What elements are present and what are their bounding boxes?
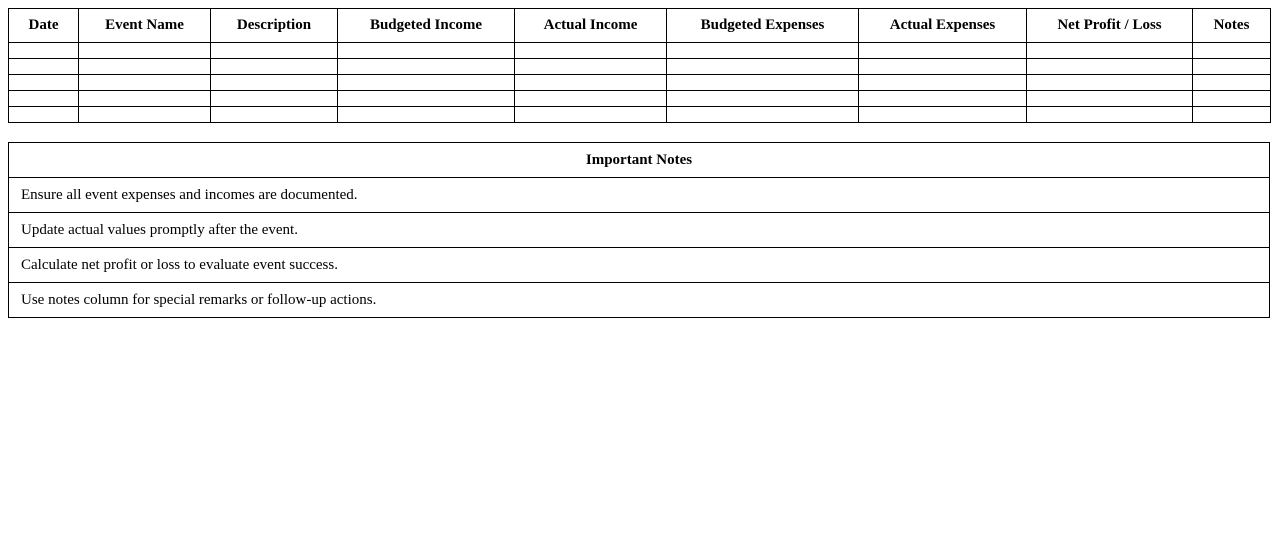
column-header-event-name: Event Name — [79, 9, 211, 43]
table-cell[interactable] — [859, 43, 1027, 59]
table-cell[interactable] — [1027, 43, 1193, 59]
table-row — [9, 107, 1271, 123]
table-cell[interactable] — [515, 107, 667, 123]
table-header-row — [9, 9, 1271, 43]
table-cell[interactable] — [1193, 75, 1271, 91]
table-cell[interactable] — [667, 59, 859, 75]
table-cell[interactable] — [667, 107, 859, 123]
table-cell[interactable] — [79, 59, 211, 75]
table-cell[interactable] — [859, 107, 1027, 123]
table-cell[interactable] — [667, 43, 859, 59]
note-text: Calculate net profit or loss to evaluate event success. — [9, 248, 1270, 283]
table-cell[interactable] — [1193, 43, 1271, 59]
table-cell[interactable] — [9, 43, 79, 59]
table-cell[interactable] — [211, 59, 338, 75]
note-row — [9, 283, 1270, 318]
table-cell[interactable] — [9, 75, 79, 91]
table-cell[interactable] — [859, 59, 1027, 75]
table-cell[interactable] — [211, 91, 338, 107]
table-cell[interactable] — [1027, 75, 1193, 91]
table-cell[interactable] — [515, 75, 667, 91]
table-cell[interactable] — [515, 91, 667, 107]
table-cell[interactable] — [9, 59, 79, 75]
table-cell[interactable] — [79, 91, 211, 107]
column-header-actual-income: Actual Income — [515, 9, 667, 43]
notes-header-row — [9, 143, 1270, 178]
note-row — [9, 248, 1270, 283]
note-row — [9, 178, 1270, 213]
table-cell[interactable] — [338, 91, 515, 107]
column-header-budgeted-income: Budgeted Income — [338, 9, 515, 43]
column-header-description: Description — [211, 9, 338, 43]
column-header-net-profit-loss: Net Profit / Loss — [1027, 9, 1193, 43]
table-cell[interactable] — [79, 43, 211, 59]
table-row — [9, 59, 1271, 75]
note-text: Update actual values promptly after the event. — [9, 213, 1270, 248]
table-cell[interactable] — [1193, 59, 1271, 75]
table-cell[interactable] — [1193, 91, 1271, 107]
table-cell[interactable] — [859, 91, 1027, 107]
notes-title: Important Notes — [9, 143, 1270, 178]
table-cell[interactable] — [211, 107, 338, 123]
table-cell[interactable] — [515, 43, 667, 59]
table-cell[interactable] — [9, 107, 79, 123]
event-budget-table — [8, 8, 1271, 123]
table-cell[interactable] — [9, 91, 79, 107]
table-cell[interactable] — [338, 107, 515, 123]
column-header-notes: Notes — [1193, 9, 1271, 43]
table-cell[interactable] — [515, 59, 667, 75]
table-cell[interactable] — [1027, 59, 1193, 75]
table-cell[interactable] — [211, 75, 338, 91]
column-header-actual-expenses: Actual Expenses — [859, 9, 1027, 43]
table-cell[interactable] — [667, 75, 859, 91]
table-cell[interactable] — [1027, 91, 1193, 107]
column-header-budgeted-expenses: Budgeted Expenses — [667, 9, 859, 43]
note-row — [9, 213, 1270, 248]
table-cell[interactable] — [211, 43, 338, 59]
table-cell[interactable] — [79, 107, 211, 123]
table-cell[interactable] — [1193, 107, 1271, 123]
table-cell[interactable] — [667, 91, 859, 107]
note-text: Use notes column for special remarks or follow-up actions. — [9, 283, 1270, 318]
table-row — [9, 43, 1271, 59]
important-notes-table — [8, 142, 1270, 318]
table-cell[interactable] — [859, 75, 1027, 91]
table-cell[interactable] — [1027, 107, 1193, 123]
table-cell[interactable] — [338, 59, 515, 75]
column-header-date: Date — [9, 9, 79, 43]
table-row — [9, 91, 1271, 107]
note-text: Ensure all event expenses and incomes are documented. — [9, 178, 1270, 213]
table-cell[interactable] — [338, 75, 515, 91]
table-row — [9, 75, 1271, 91]
table-cell[interactable] — [79, 75, 211, 91]
table-cell[interactable] — [338, 43, 515, 59]
